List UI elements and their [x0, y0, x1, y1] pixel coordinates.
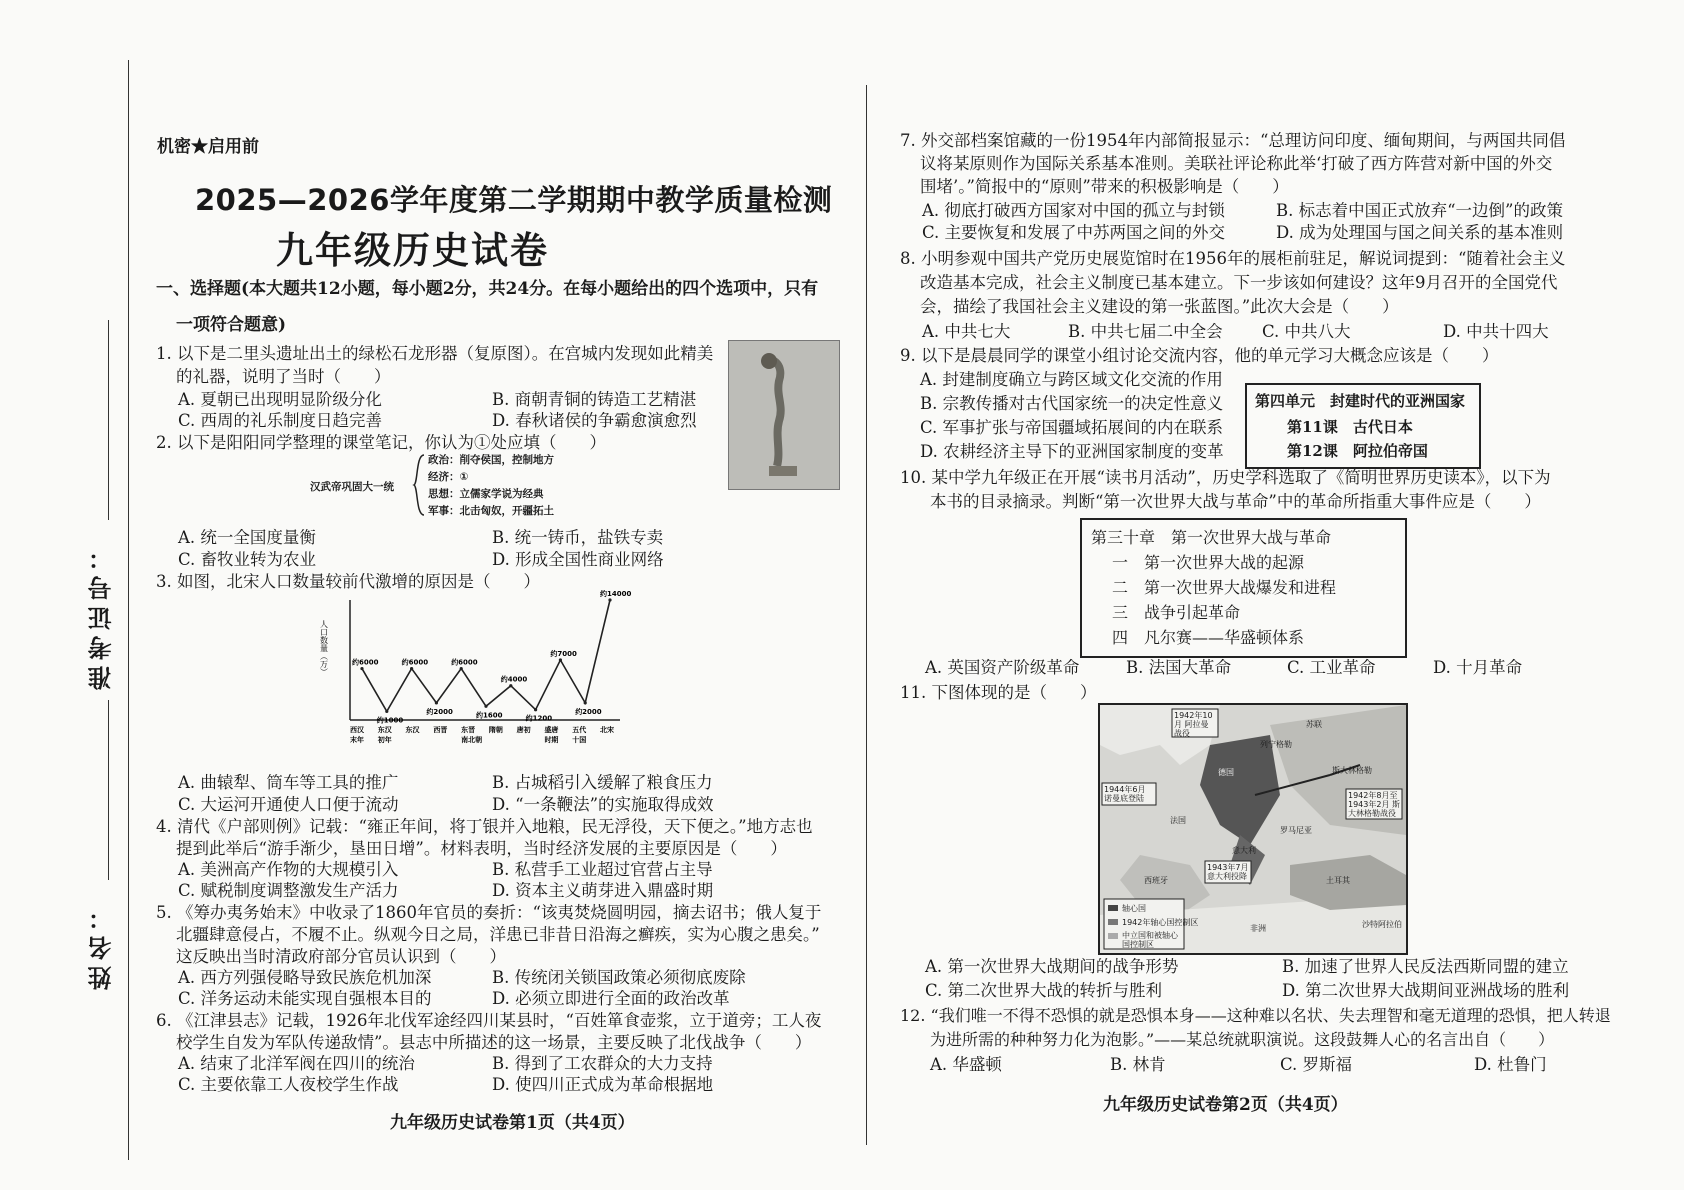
chart-data-label: 约2000: [426, 707, 453, 716]
q10-section-3: 三 战争引起革命: [1112, 603, 1241, 622]
q11-option-c: C. 第二次世界大战的转折与胜利: [925, 981, 1163, 1000]
chart-data-label: 约4000: [500, 675, 528, 684]
q10-option-d: D. 十月革命: [1433, 658, 1523, 677]
q8-stem: 8. 小明参观中国共产党历史展览馆时在1956年的展柜前驻足，解说词提到：“随着社会主义: [900, 249, 1566, 268]
q1-option-a: A. 夏朝已出现明显阶级分化: [178, 390, 382, 409]
q6-option-c: C. 主要依靠工人夜校学生作战: [178, 1075, 399, 1094]
dragon-artifact-image: [729, 341, 839, 489]
q10-option-c: C. 工业革命: [1287, 658, 1376, 677]
chart-point: [484, 705, 487, 708]
q3-option-d: D. “一条鞭法”的实施取得成效: [492, 795, 714, 814]
q2-option-d: D. 形成全国性商业网络: [492, 550, 664, 569]
q2-option-a: A. 统一全国度量衡: [178, 528, 316, 547]
page-footer-2: 九年级历史试卷第2页（共4页）: [1103, 1095, 1348, 1115]
q2-root: 汉武帝巩固大一统: [310, 481, 394, 493]
map-label-spain: 西班牙: [1144, 876, 1168, 885]
q12-stem: 12. “我们唯一不得不恐惧的就是恐惧本身——这种难以名状、失去理智和毫无道理的恐惧，把人转退: [900, 1006, 1611, 1025]
q2-option-b: B. 统一铸币，盐铁专卖: [492, 528, 664, 547]
q2-item-economy: 经济：①: [428, 471, 469, 483]
chart-x-tick-label: 东汉: [377, 726, 392, 734]
q2-option-c: C. 畜牧业转为农业: [178, 550, 317, 569]
ww2-europe-map: [1098, 703, 1408, 955]
q2-notes-diagram: [310, 450, 610, 520]
chart-data-label: 约7000: [550, 650, 577, 658]
page-footer-1: 九年级历史试卷第1页（共4页）: [390, 1113, 635, 1133]
q9-lesson-11: 第11课 古代日本: [1287, 418, 1413, 436]
section-heading-cont: 一项符合题意): [176, 315, 287, 335]
q10-chapter-title: 第三十章 第一次世界大战与革命: [1091, 528, 1332, 547]
q12-stem-cont: 为进所需的种种努力化为泡影。”——某总统就职演说。这段鼓舞人心的名言出自（ ）: [930, 1030, 1555, 1049]
chart-x-tick-label: 隋朝: [488, 726, 503, 734]
exam-subtitle: 九年级历史试卷: [276, 228, 549, 272]
chart-point: [584, 701, 587, 704]
chart-x-tick-label: 东晋: [461, 726, 476, 734]
q9-stem: 9. 以下是晨晨同学的课堂小组讨论交流内容，他的单元学习大概念应该是（ ）: [900, 346, 1499, 365]
q3-stem: 3. 如图，北宋人口数量较前代激增的原因是（ ）: [156, 572, 540, 591]
exam-id-label: 准考证号：: [88, 540, 116, 690]
map-graphic: [1100, 705, 1406, 953]
q2-item-military: 军事：北击匈奴，开疆拓土: [428, 505, 554, 517]
q7-stem-cont: 议将某原则作为国际关系基本准则。美联社评论称此举‘打破了西方阵营对新中国的外交: [920, 154, 1553, 173]
q10-option-b: B. 法国大革命: [1126, 658, 1232, 677]
chart-y-label: 人口数量（万）: [319, 620, 329, 676]
q6-stem: 6. 《江津县志》记载，1926年北伐军途经四川某县时，“百姓箪食壶浆，立于道旁；工人夜: [156, 1011, 822, 1030]
q3-option-a: A. 曲辕犁、筒车等工具的推广: [178, 773, 399, 792]
map-label-romania: 罗马尼亚: [1280, 826, 1312, 835]
q5-stem: 5. 《筹办夷务始末》中收录了1860年官员的奏折：“该夷焚烧圆明园，摘去诏书；俄人复于: [156, 903, 822, 922]
q10-section-2: 二 第一次世界大战爆发和进程: [1112, 578, 1337, 597]
q5-option-c: C. 洋务运动未能实现自强根本目的: [178, 989, 432, 1008]
chart-x-tick-label: 东汉: [405, 726, 420, 734]
q4-option-d: D. 资本主义萌芽进入鼎盛时期: [492, 881, 714, 900]
chart-point: [608, 598, 611, 601]
chart-point: [410, 667, 413, 670]
q1-stem: 1. 以下是二里头遗址出土的绿松石龙形器（复原图）。在宫城内发现如此精美: [156, 344, 714, 363]
population-chart: [310, 590, 650, 760]
q8-option-c: C. 中共八大: [1262, 322, 1351, 341]
q7-option-d: D. 成为处理国与国之间关系的基本准则: [1276, 223, 1564, 242]
map-label-france: 法国: [1170, 816, 1186, 825]
chart-data-label: 约14000: [600, 590, 632, 598]
map-label-leningrad: 列宁格勒: [1260, 740, 1292, 749]
q2-item-politics: 政治：削夺侯国，控制地方: [428, 454, 554, 466]
q11-option-b: B. 加速了世界人民反法西斯同盟的建立: [1282, 957, 1569, 976]
page-divider: [866, 85, 867, 1145]
chart-point: [559, 658, 562, 661]
chart-data-label: 约6000: [401, 658, 429, 667]
map-label-africa: 非洲: [1250, 924, 1266, 933]
q8-option-b: B. 中共七届二中全会: [1068, 322, 1223, 341]
chart-x-tick-label: 时期: [544, 736, 559, 744]
map-note-normandy: 1944年6月 诺曼底登陆: [1104, 785, 1146, 803]
q12-option-a: A. 华盛顿: [930, 1055, 1002, 1074]
q3-option-b: B. 占城稻引入缓解了粮食压力: [492, 773, 713, 792]
q10-contents-box: [1080, 518, 1407, 658]
q1-stem-cont: 的礼器，说明了当时（ ）: [176, 367, 391, 386]
chart-data-label: 约1600: [476, 711, 503, 720]
map-label-stalingrad: 斯大林格勒: [1332, 766, 1372, 775]
q4-stem-cont: 提到此举后“游手渐少，垦田日增”。材料表明，当时经济发展的主要原因是（ ）: [176, 839, 787, 858]
chart-data-label: 约6000: [352, 658, 379, 667]
exam-id-line: [108, 320, 109, 520]
chart-x-tick-label: 西晋: [433, 726, 448, 734]
q9-option-b: B. 宗教传播对古代国家统一的决定性意义: [920, 394, 1224, 413]
q6-option-b: B. 得到了工农群众的大力支持: [492, 1054, 713, 1073]
name-line: [108, 700, 109, 880]
q1-option-c: C. 西周的礼乐制度日趋完善: [178, 411, 383, 430]
exam-title: 2025—2026学年度第二学期期中教学质量检测: [195, 183, 833, 217]
q7-option-a: A. 彻底打破西方国家对中国的孤立与封锁: [922, 201, 1225, 220]
map-note-stalingrad: 1942年8月至1943年2月 斯大林格勒战役: [1348, 791, 1400, 818]
chart-x-tick-label: 唐初: [516, 726, 531, 734]
q5-option-d: D. 必须立即进行全面的政治改革: [492, 989, 730, 1008]
q10-stem-cont: 本书的目录摘录。判断“第一次世界大战与革命”中的革命所指重大事件应是（ ）: [930, 492, 1541, 511]
q5-option-b: B. 传统闭关锁国政策必须彻底废除: [492, 968, 746, 987]
q5-stem-cont2: 这反映出当时清政府部分官员认识到（ ）: [176, 947, 506, 966]
map-label-turkey: 土耳其: [1326, 876, 1350, 885]
q9-option-d: D. 农耕经济主导下的亚洲国家制度的变革: [920, 442, 1224, 461]
confidential-label: 机密★启用前: [157, 137, 259, 157]
q7-stem-cont2: 围堵’。”简报中的“原则”带来的积极影响是（ ）: [920, 177, 1289, 196]
map-label-saudi: 沙特阿拉伯: [1362, 920, 1402, 929]
q1-option-d: D. 春秋诸侯的争霸愈演愈烈: [492, 411, 697, 430]
q12-option-d: D. 杜鲁门: [1474, 1055, 1547, 1074]
chart-point: [385, 710, 388, 713]
q8-stem-cont2: 会，描绘了我国社会主义建设的第一张蓝图。”此次大会是（ ）: [920, 297, 1399, 316]
q2-brace: [412, 453, 426, 517]
q9-option-c: C. 军事扩张与帝国疆域拓展间的内在联系: [920, 418, 1224, 437]
chart-data-label: 约1200: [525, 714, 553, 723]
q7-option-b: B. 标志着中国正式放弃“一边倒”的政策: [1276, 201, 1563, 220]
binding-line: [128, 60, 129, 1160]
q9-unit-box: [1245, 383, 1481, 469]
q10-section-1: 一 第一次世界大战的起源: [1112, 553, 1305, 572]
q8-stem-cont: 改造基本完成，社会主义制度已基本建立。下一步该如何建设？这年9月召开的全国党代: [920, 273, 1558, 292]
map-label-ussr: 苏联: [1306, 720, 1322, 729]
map-note-italy: 1943年7月 意大利投降: [1207, 863, 1249, 881]
q8-option-a: A. 中共七大: [922, 322, 1011, 341]
chart-point: [534, 708, 537, 711]
q10-section-4: 四 凡尔赛——华盛顿体系: [1112, 628, 1305, 647]
q8-option-d: D. 中共十四大: [1443, 322, 1549, 341]
name-label: 姓名：: [88, 900, 116, 990]
q6-stem-cont: 校学生自发为军队传递敌情”。县志中所描述的这一场景，主要反映了北伐战争（ ）: [176, 1033, 812, 1052]
chart-x-tick-label: 末年: [350, 736, 364, 744]
q3-option-c: C. 大运河开通使人口便于流动: [178, 795, 399, 814]
q6-option-a: A. 结束了北洋军阀在四川的统治: [178, 1054, 415, 1073]
q11-option-a: A. 第一次世界大战期间的战争形势: [925, 957, 1179, 976]
q7-option-c: C. 主要恢复和发展了中苏两国之间的外交: [922, 223, 1226, 242]
q2-item-thought: 思想：立儒家学说为经典: [428, 488, 544, 500]
chart-data-label: 约6000: [451, 658, 478, 667]
chart-point: [460, 667, 463, 670]
q5-stem-cont: 北疆肆意侵占，不履不止。纵观今日之局，洋患已非昔日沿海之癣疾，实为心腹之患矣。”: [176, 925, 820, 944]
section-heading: 一、选择题(本大题共12小题，每小题2分，共24分。在每小题给出的四个选项中，只有: [156, 279, 819, 299]
q9-lesson-12: 第12课 阿拉伯帝国: [1287, 442, 1428, 460]
q10-option-a: A. 英国资产阶级革命: [925, 658, 1080, 677]
chart-data-label: 约1000: [376, 716, 404, 725]
q7-stem: 7. 外交部档案馆藏的一份1954年内部简报显示：“总理访问印度、缅甸期间，与两国共同倡: [900, 131, 1566, 150]
chart-x-tick-label: 北宋: [600, 726, 614, 734]
chart-data-label: 约2000: [575, 707, 602, 716]
chart-x-tick-label: 盛唐: [544, 726, 559, 734]
chart-x-tick-label: 南北朝: [461, 736, 483, 744]
q6-option-d: D. 使四川正式成为革命根据地: [492, 1075, 714, 1094]
q12-option-c: C. 罗斯福: [1280, 1055, 1353, 1074]
q4-option-c: C. 赋税制度调整激发生产活力: [178, 881, 399, 900]
chart-point: [360, 667, 363, 670]
chart-point: [435, 701, 438, 704]
map-legend-neutral: 中立国和被轴心国控制区: [1122, 931, 1178, 949]
q4-option-b: B. 私营手工业超过官营占主导: [492, 860, 713, 879]
chart-x-tick-label: 十国: [572, 736, 587, 744]
q1-option-b: B. 商朝青铜的铸造工艺精湛: [492, 390, 697, 409]
chart-x-tick-label: 五代: [572, 726, 587, 734]
q10-stem: 10. 某中学九年级正在开展“读书月活动”，历史学科选取了《简明世界历史读本》，以下为: [900, 468, 1551, 487]
chart-point: [509, 684, 512, 687]
q2-stem: 2. 以下是阳阳同学整理的课堂笔记，你认为①处应填（ ）: [156, 433, 606, 452]
chart-x-tick-label: 西汉: [350, 726, 364, 734]
q9-unit-title: 第四单元 封建时代的亚洲国家: [1255, 392, 1466, 410]
q12-option-b: B. 林肯: [1110, 1055, 1166, 1074]
q9-option-a: A. 封建制度确立与跨区域文化交流的作用: [920, 370, 1223, 389]
map-label-germany: 德国: [1218, 768, 1234, 777]
q4-stem: 4. 清代《户部则例》记载：“雍正年间，将丁银并入地粮，民无浮役，天下便之。”地方志也: [156, 817, 813, 836]
q11-stem: 11. 下图体现的是（ ）: [900, 683, 1097, 702]
map-legend-axis: 轴心国: [1122, 904, 1146, 913]
q4-option-a: A. 美洲高产作物的大规模引入: [178, 860, 399, 879]
dragon-artifact-photo: [728, 340, 840, 490]
chart-x-tick-label: 初年: [377, 736, 392, 744]
map-legend-1942: 1942年轴心国控制区: [1122, 918, 1199, 927]
q11-option-d: D. 第二次世界大战期间亚洲战场的胜利: [1282, 981, 1570, 1000]
map-label-italy: 意大利: [1232, 846, 1256, 855]
map-note-alamein: 1942年10月 阿拉曼战役: [1174, 711, 1213, 738]
q5-option-a: A. 西方列强侵略导致民族危机加深: [178, 968, 432, 987]
